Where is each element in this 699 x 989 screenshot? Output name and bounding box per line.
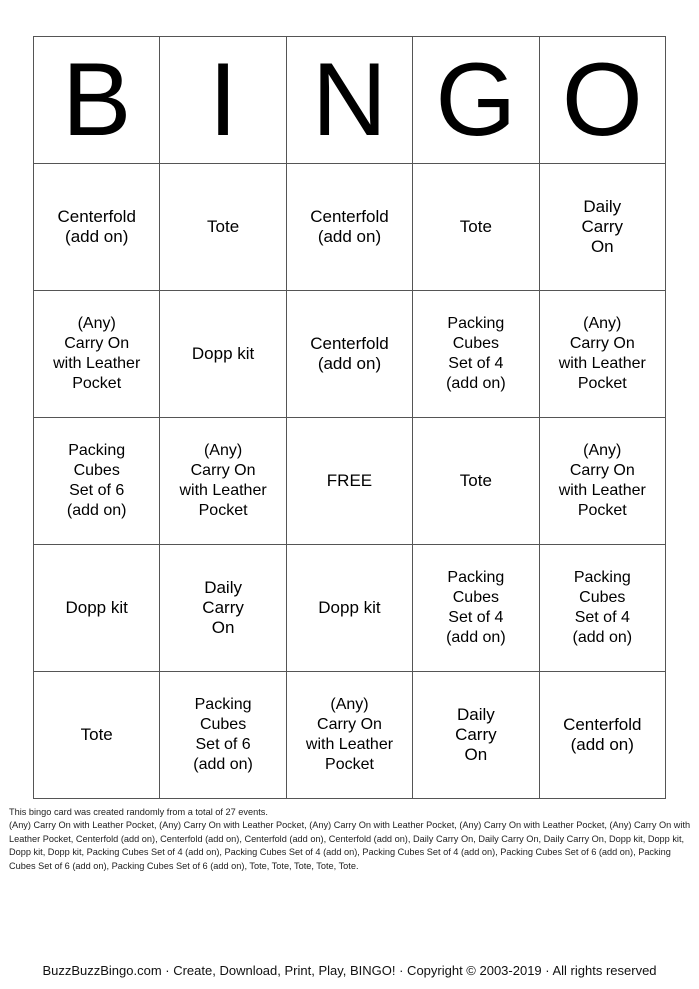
header-letter: B [34,37,160,164]
bingo-cell: Dopp kit [160,291,286,418]
header-letter: N [286,37,412,164]
bingo-cell: Centerfold (add on) [539,672,665,799]
bingo-cell: Packing Cubes Set of 4 (add on) [413,291,539,418]
bingo-cell: Packing Cubes Set of 6 (add on) [34,418,160,545]
bingo-row [34,418,666,545]
bingo-cell: Packing Cubes Set of 6 (add on) [160,672,286,799]
bingo-card [33,36,666,799]
info-events: (Any) Carry On with Leather Pocket, (Any) Carry On with Leather Pocket, (Any) Carry On with Leather Pocket, (Any) Carry On with Leather Pocket, (Any) Carry On with Leather Pocket, Centerfold (add on), Centerfold (add on), Centerfold (add on), Centerfold (add on), Daily Carry On, Daily Carry On, Daily Carry On, Dopp kit, Dopp kit, Dopp kit, Dopp kit, Packing Cubes Set of 4 (add on), Packing Cubes Set of 4 (add on), Packing Cubes Set of 4 (add on), Packing Cubes Set of 6 (add on), Packing Cubes Set of 6 (add on), Packing Cubes Set of 6 (add on), Tote, Tote, Tote, Tote, Tote. [9,820,691,871]
bingo-cell: (Any) Carry On with Leather Pocket [286,672,412,799]
bingo-row [34,164,666,291]
bingo-row [34,291,666,418]
bingo-cell: Centerfold (add on) [286,164,412,291]
bingo-cell: Tote [413,164,539,291]
bingo-row [34,545,666,672]
bingo-cell: (Any) Carry On with Leather Pocket [539,418,665,545]
header-letter: O [539,37,665,164]
bingo-cell: Centerfold (add on) [286,291,412,418]
bingo-cell: Tote [34,672,160,799]
bingo-row [34,672,666,799]
bingo-cell: (Any) Carry On with Leather Pocket [34,291,160,418]
header-letter: I [160,37,286,164]
bingo-cell: Daily Carry On [160,545,286,672]
bingo-cell: Centerfold (add on) [34,164,160,291]
card-info [9,806,694,873]
header-letter: G [413,37,539,164]
bingo-header-row [34,37,666,164]
bingo-cell: Daily Carry On [413,672,539,799]
bingo-cell: (Any) Carry On with Leather Pocket [160,418,286,545]
bingo-cell: Daily Carry On [539,164,665,291]
bingo-cell: Tote [413,418,539,545]
info-summary: This bingo card was created randomly from a total of 27 events. [9,807,268,817]
bingo-cell: Packing Cubes Set of 4 (add on) [539,545,665,672]
bingo-cell: Dopp kit [286,545,412,672]
bingo-cell: (Any) Carry On with Leather Pocket [539,291,665,418]
bingo-cell: Tote [160,164,286,291]
footer-credit: BuzzBuzzBingo.com · Create, Download, Print, Play, BINGO! · Copyright © 2003-2019 · All rights reserved [42,963,657,978]
bingo-cell: Dopp kit [34,545,160,672]
free-cell: FREE [286,418,412,545]
bingo-cell: Packing Cubes Set of 4 (add on) [413,545,539,672]
